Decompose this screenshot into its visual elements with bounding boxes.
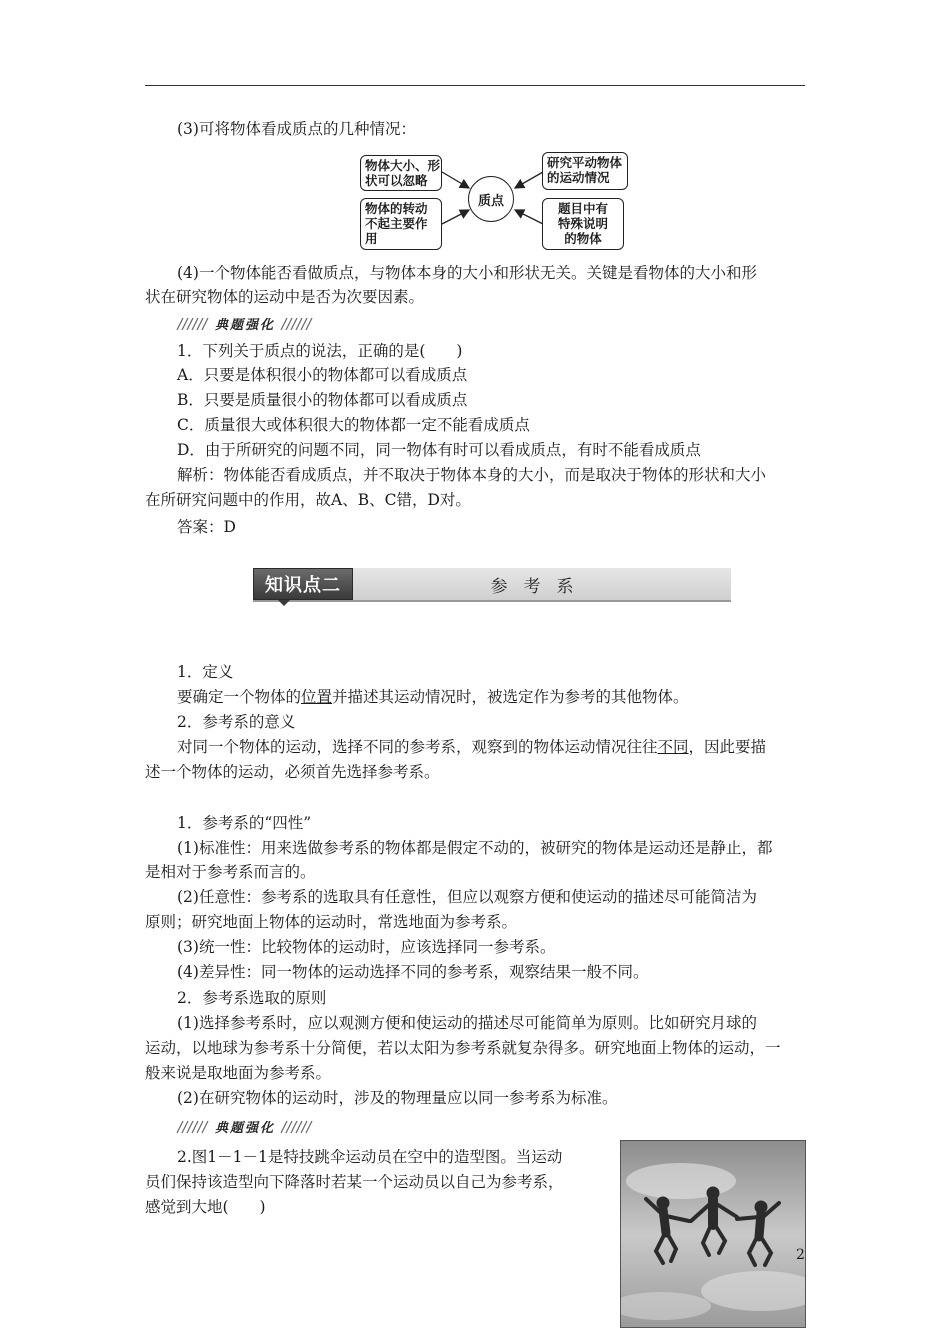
def-line2-post: ，因此要描 xyxy=(688,738,767,756)
diagram-box-bottom-right-line1: 题目中有 xyxy=(557,201,608,216)
def-heading-2: 2．参考系的意义 xyxy=(177,713,296,731)
four-p1-line1: (1)标准性：用来选做参考系的物体都是假定不动的，被研究的物体是运动还是静止，都 xyxy=(177,839,773,857)
def-line1-post: 并描述其运动情况时，被选定作为参考的其他物体。 xyxy=(332,688,689,706)
diagram-box-top-right-line2: 的运动情况 xyxy=(547,170,610,185)
def-heading-1: 1．定义 xyxy=(177,663,234,681)
four-r1-line1: (1)选择参考系时，应以观测方便和使运动的描述尽可能简单为原则。比如研究月球的 xyxy=(177,1014,757,1032)
para4-line1: (4)一个物体能否看做质点，与物体本身的大小和形状无关。关键是看物体的大小和形 xyxy=(177,264,757,282)
q2-line1: 2.图1－1－1是特技跳伞运动员在空中的造型图。当运动 xyxy=(177,1148,563,1166)
typical-question-label: 典题强化 xyxy=(215,1121,276,1136)
diagram-box-top-left-line2: 状可以忽略 xyxy=(365,173,428,188)
diagram-box-top-left xyxy=(360,155,442,191)
four-r1-line3: 般来说是取地面为参考系。 xyxy=(145,1064,332,1082)
q1-option-d: D．由于所研究的问题不同，同一物体有时可以看成质点，有时不能看成质点 xyxy=(177,441,701,459)
q1-stem: 1．下列关于质点的说法，正确的是( ) xyxy=(177,342,463,360)
def-line2-underlined: 不同 xyxy=(657,738,689,756)
section-title: 参考系 xyxy=(490,576,590,597)
diagram-box-bottom-left-line2: 不起主要作 xyxy=(365,216,428,231)
q1-option-c: C．质量很大或体积很大的物体都一定不能看成质点 xyxy=(177,416,530,434)
q2-line3: 感觉到大地( ) xyxy=(145,1198,266,1216)
hatch-icon xyxy=(175,317,211,331)
para4-line2: 状在研究物体的运动中是否为次要因素。 xyxy=(145,288,425,306)
diagram-intro: (3)可将物体看成质点的几种情况： xyxy=(177,120,416,138)
q1-answer: 答案：D xyxy=(177,518,236,536)
def-line2-pre: 对同一个物体的运动，选择不同的参考系，观察到的物体运动情况往往 xyxy=(177,738,658,756)
section-tag-notch xyxy=(278,600,290,606)
diagram-box-top-right-line1: 研究平动物体 xyxy=(547,155,623,170)
four-heading-1: 1．参考系的“四性” xyxy=(177,814,312,832)
skydivers-photo xyxy=(620,1140,806,1328)
diagram-box-top-left-line1: 物体大小、形 xyxy=(365,158,441,173)
section-tag: 知识点二 xyxy=(253,568,353,600)
diagram-box-bottom-left-line1: 物体的转动 xyxy=(365,201,428,216)
hatch-icon xyxy=(279,317,315,331)
diagram-box-top-right xyxy=(542,152,628,190)
typical-question-banner-2 xyxy=(175,1117,315,1136)
typical-question-label: 典题强化 xyxy=(215,318,276,333)
def-line2 xyxy=(177,736,766,758)
four-r1-line2: 运动，以地球为参考系十分简便，若以太阳为参考系就复杂得多。研究地面上物体的运动，一 xyxy=(145,1039,781,1057)
header-rule xyxy=(145,85,805,86)
four-heading-2: 2．参考系选取的原则 xyxy=(177,989,327,1007)
def-line3: 述一个物体的运动，必须首先选择参考系。 xyxy=(145,763,440,781)
four-p4: (4)差异性：同一物体的运动选择不同的参考系，观察结果一般不同。 xyxy=(177,963,649,981)
q1-option-a: A．只要是体积很小的物体都可以看成质点 xyxy=(177,366,468,384)
def-line1 xyxy=(177,686,689,708)
hatch-icon xyxy=(175,1120,211,1134)
four-p3: (3)统一性：比较物体的运动时，应该选择同一参考系。 xyxy=(177,938,556,956)
page-number: 2 xyxy=(796,1247,805,1263)
diagram-center-node: 质点 xyxy=(468,176,514,222)
q2-line2: 员们保持该造型向下降落时若某一个运动员以自己为参考系， xyxy=(145,1173,564,1191)
diagram-box-bottom-right-line3: 的物体 xyxy=(564,231,602,246)
q1-analysis-line2: 在所研究问题中的作用，故A、B、C错，D对。 xyxy=(145,491,471,509)
four-p2-line1: (2)任意性：参考系的选取具有任意性，但应以观察方便和使运动的描述尽可能简洁为 xyxy=(177,888,757,906)
typical-question-banner-1 xyxy=(175,314,315,333)
diagram-box-bottom-left-line3: 用 xyxy=(365,231,378,246)
four-p1-line2: 是相对于参考系而言的。 xyxy=(145,863,316,881)
diagram-box-bottom-right xyxy=(542,198,624,250)
four-p2-line2: 原则；研究地面上物体的运动时，常选地面为参考系。 xyxy=(145,913,518,931)
hatch-icon xyxy=(279,1120,315,1134)
q1-option-b: B．只要是质量很小的物体都可以看成质点 xyxy=(177,391,468,409)
diagram-box-bottom-right-line2: 特殊说明 xyxy=(557,216,608,231)
four-r2: (2)在研究物体的运动时，涉及的物理量应以同一参考系为标准。 xyxy=(177,1089,618,1107)
diagram-box-bottom-left xyxy=(360,198,442,250)
def-line1-underlined: 位置 xyxy=(301,688,333,706)
q1-analysis-line1: 解析：物体能否看成质点，并不取决于物体本身的大小，而是取决于物体的形状和大小 xyxy=(177,466,767,484)
def-line1-pre: 要确定一个物体的 xyxy=(177,688,302,706)
